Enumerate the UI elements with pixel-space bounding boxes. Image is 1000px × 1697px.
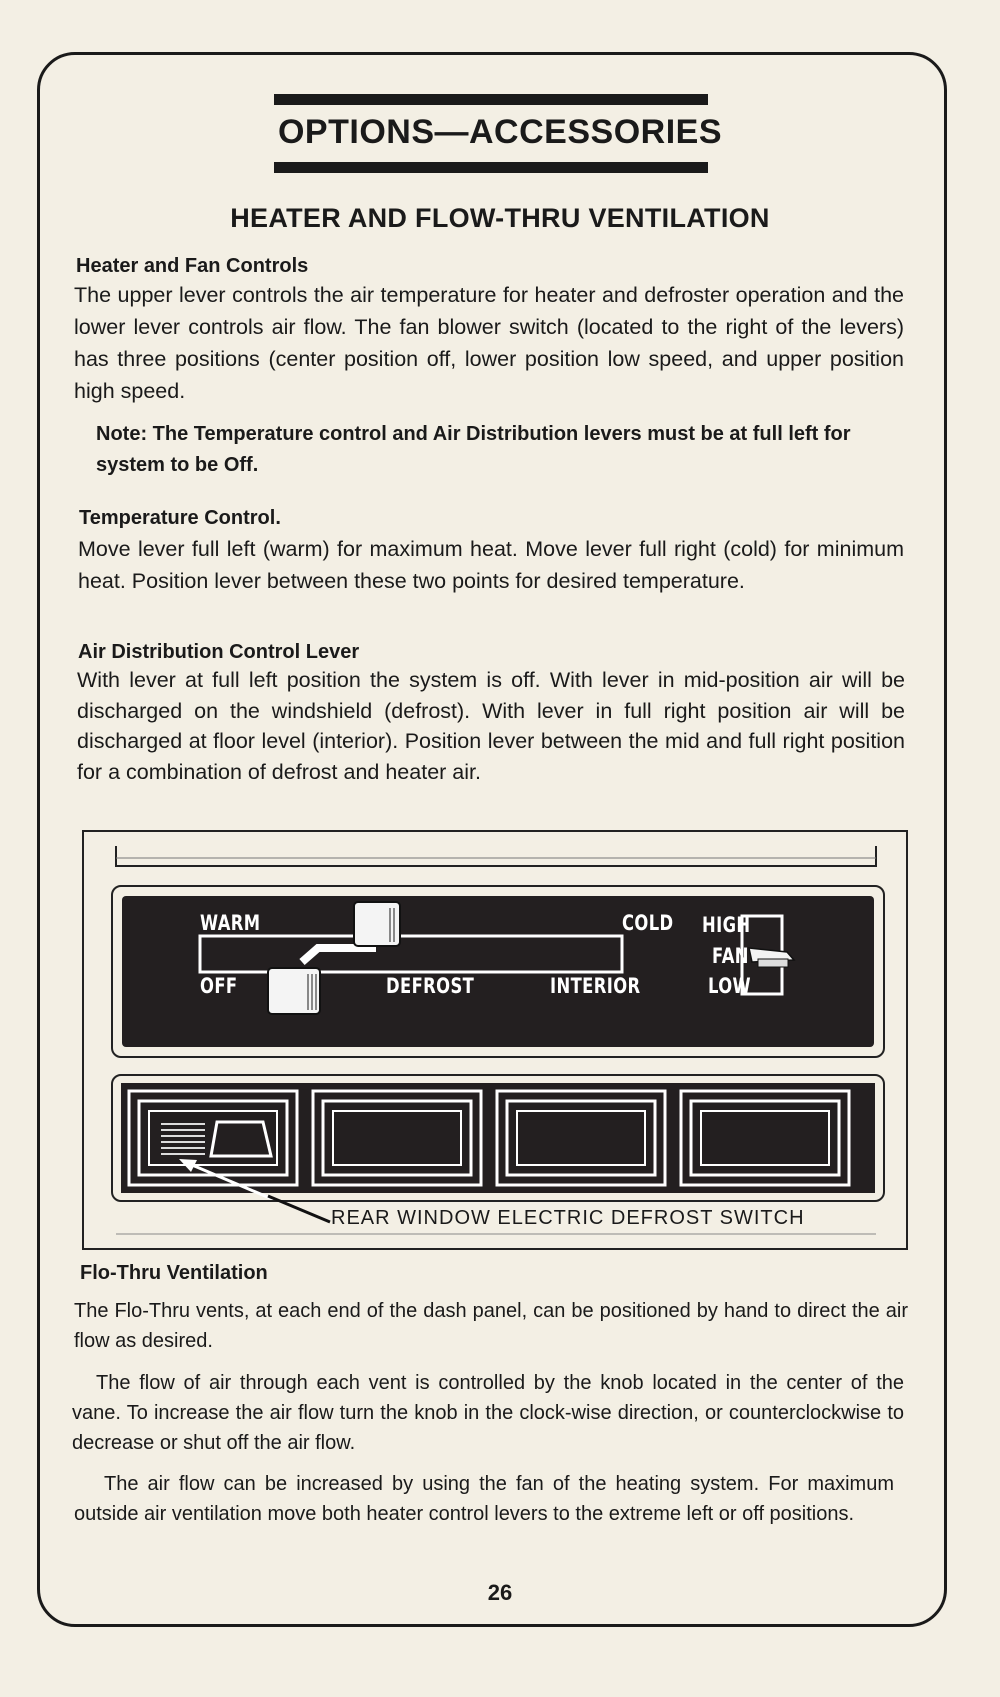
interior-label: INTERIOR [550,974,641,998]
switch-artwork [113,1076,883,1200]
heading-heater-fan: Heater and Fan Controls [76,255,309,277]
defrost-label: DEFROST [386,974,475,998]
lever-slot [200,936,622,972]
paragraph-temperature: Move lever full left (warm) for maximum heat. Move lever full right (cold) for minimum heat. Position lever between these two points for desired temperature. [78,537,904,593]
title-rule-top [274,94,708,105]
rear-defrost-callout: REAR WINDOW ELECTRIC DEFROST SWITCH [331,1207,805,1229]
switch-panel [111,1074,885,1202]
heading-flo-thru: Flo-Thru Ventilation [80,1262,268,1284]
title-rule-bottom [274,162,708,173]
paragraph-flo-thru-1: The Flo-Thru vents, at each end of the dash panel, can be positioned by hand to direct the air flow as desired. [74,1300,908,1352]
page-number: 26 [487,1580,513,1605]
low-label: LOW [708,974,752,998]
off-label: OFF [200,974,238,998]
fan-label: FAN [712,944,749,968]
air-distribution-lever-knob [268,968,320,1014]
heading-temperature: Temperature Control. [79,507,281,529]
paragraph-heater-fan: The upper lever controls the air temperature for heater and defroster operation and the lower lever controls air flow. The fan blower switch (located to the right of the levers) has three positions (center position off, lower position low speed, and upper position high speed. [74,283,904,403]
warm-label: WARM [200,911,261,935]
page-subtitle: HEATER AND FLOW-THRU VENTILATION [230,203,770,233]
temperature-lever-knob [354,902,400,946]
section-title: OPTIONS—ACCESSORIES [277,113,722,151]
cold-label: COLD [622,911,674,935]
note-text: Note: The Temperature control and Air Distribution levers must be at full left for system to be Off. [96,423,851,476]
heater-control-panel [111,885,885,1058]
heading-air-distribution: Air Distribution Control Lever [78,641,360,663]
high-label: HIGH [702,913,751,937]
paragraph-flo-thru-2: The flow of air through each vent is controlled by the knob located in the center of the vane. To increase the air flow turn the knob in the clock-wise direction, or counterclockwise to decrease or shut off the air flow. [72,1372,904,1454]
lever-artwork [122,896,874,1048]
paragraph-flo-thru-3: The air flow can be increased by using the fan of the heating system. For maximum outside air ventilation move both heater control levers to the extreme left or off positions. [74,1473,894,1525]
paragraph-air-distribution: With lever at full left position the system is off. With lever in mid-position air will be discharged on the windshield (defrost). With lever in full right position air will be discharged at floor level (interior). Position lever between the mid and full right position for a combination of defrost and heater air. [77,668,905,784]
